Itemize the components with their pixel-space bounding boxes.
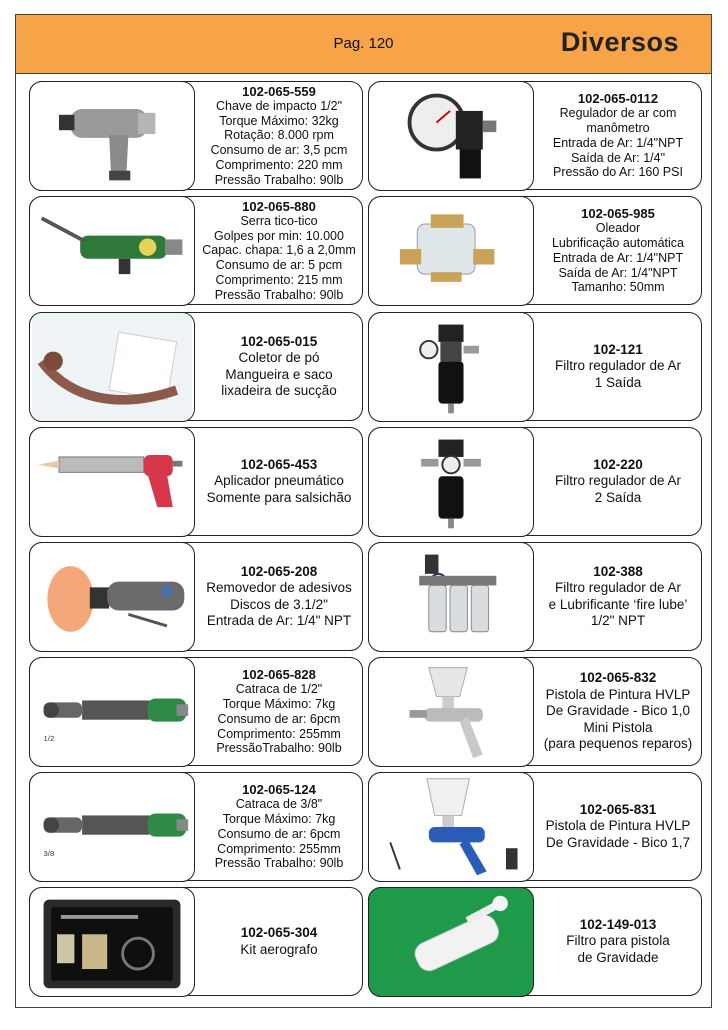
airbrush-kit-icon: [29, 887, 195, 997]
product-spec-line: De Gravidade - Bico 1,7: [545, 834, 691, 850]
product-spec-line: Aplicador pneumático: [214, 473, 344, 489]
product-description: [196, 428, 362, 535]
product-description: [535, 313, 701, 420]
product-spec-line: Filtro regulador de Ar: [554, 473, 682, 489]
product-spec-line: de Gravidade: [577, 949, 659, 965]
product-card: [29, 81, 363, 190]
product-spec-line: Catraca de 3/8": [235, 797, 323, 812]
product-spec-line: Pistola de Pintura HVLP: [545, 818, 691, 834]
product-card: [368, 427, 702, 536]
product-spec-line: Comprimento: 220 mm: [215, 157, 343, 172]
product-card: [29, 657, 363, 766]
product-description: [535, 543, 701, 650]
product-code: 102-065-124: [242, 781, 316, 797]
product-card: [368, 657, 702, 766]
product-code: 102-121: [593, 341, 643, 357]
product-description: [196, 197, 362, 304]
product-spec-line: Pressão Trabalho: 90lb: [214, 856, 344, 871]
product-spec-line: Regulador de ar com: [559, 106, 677, 121]
gun-filter-icon: [368, 887, 534, 997]
product-card: [368, 196, 702, 305]
product-spec-line: Entrada de Ar: 1/4" NPT: [206, 612, 352, 628]
product-spec-line: Rotação: 8.000 rpm: [224, 128, 334, 143]
spray-gun-icon: [368, 772, 534, 882]
oiler-icon: [368, 196, 534, 306]
product-code: 102-065-831: [579, 801, 657, 817]
product-spec-line: Filtro regulador de Ar: [554, 580, 682, 596]
product-description: [196, 773, 362, 880]
product-spec-line: Oleador: [595, 221, 641, 236]
section-title: Diversos: [560, 27, 679, 57]
product-spec-line: Torque Máximo: 7kg: [222, 812, 336, 827]
product-card: [29, 196, 363, 305]
size-label: 1/2: [43, 733, 54, 743]
product-spec-line: Catraca de 1/2": [235, 682, 323, 697]
impact-wrench-icon: [29, 81, 195, 191]
product-spec-line: (para pequenos reparos): [543, 736, 693, 752]
product-card: [368, 542, 702, 651]
product-spec-line: Consumo de ar: 6pcm: [217, 826, 341, 841]
product-code: 102-149-013: [579, 916, 657, 932]
product-spec-line: Discos de 3.1/2": [230, 596, 328, 612]
product-code: 102-065-015: [240, 333, 318, 349]
product-spec-line: Filtro para pistola: [566, 933, 670, 949]
product-code: 102-065-304: [240, 925, 318, 941]
product-code: 102-065-832: [579, 670, 657, 686]
caulking-gun-icon: [29, 427, 195, 537]
product-card: [29, 772, 363, 881]
product-code: 102-065-208: [240, 563, 318, 579]
product-spec-line: Comprimento: 255mm: [217, 841, 341, 856]
product-card: [368, 772, 702, 881]
product-spec-line: Removedor de adesivos: [206, 580, 352, 596]
product-spec-line: 1/2" NPT: [590, 612, 646, 628]
ratchet-icon: [29, 657, 195, 767]
product-spec-line: lixadeira de sucção: [221, 382, 337, 398]
product-spec-line: Consumo de ar: 5 pcm: [215, 258, 343, 273]
product-spec-line: Comprimento: 215 mm: [215, 272, 343, 287]
product-code: 102-065-828: [242, 666, 316, 682]
product-code: 102-065-985: [581, 205, 655, 221]
product-code: 102-065-880: [242, 198, 316, 214]
mini-spray-gun-icon: [368, 657, 534, 767]
product-description: [535, 82, 701, 189]
product-spec-line: Saída de Ar: 1/4": [570, 150, 666, 165]
product-spec-line: Torque Máximo: 7kg: [222, 697, 336, 712]
adhesive-remover-icon: [29, 542, 195, 652]
product-card: [29, 887, 363, 996]
product-spec-line: 1 Saída: [594, 374, 642, 390]
product-spec-line: Serra tico-tico: [240, 213, 318, 228]
filter-regulator-icon: [368, 312, 534, 422]
product-spec-line: e Lubrificante ‘fire lube’: [548, 596, 688, 612]
product-spec-line: Torque Máximo: 32kg: [219, 113, 339, 128]
size-label: 3/8: [43, 848, 54, 858]
product-card: [368, 81, 702, 190]
product-description: [196, 543, 362, 650]
product-card: [29, 427, 363, 536]
dust-collector-icon: [29, 312, 195, 422]
air-saw-icon: [29, 196, 195, 306]
product-code: 102-065-559: [242, 83, 316, 99]
product-description: [196, 313, 362, 420]
product-spec-line: Entrada de Ar: 1/4"NPT: [552, 135, 684, 150]
page-header: [16, 15, 711, 74]
product-spec-line: De Gravidade - Bico 1,0: [545, 703, 691, 719]
product-spec-line: Pressão do Ar: 160 PSI: [553, 165, 683, 180]
product-spec-line: Comprimento: 255mm: [217, 726, 341, 741]
ratchet-icon: [29, 772, 195, 882]
product-description: [535, 658, 701, 765]
product-spec-line: manômetro: [586, 121, 650, 136]
product-description: [535, 773, 701, 880]
product-spec-line: Filtro regulador de Ar: [554, 358, 682, 374]
product-spec-line: Pressão Trabalho: 90lb: [214, 287, 344, 302]
product-code: 102-065-453: [240, 456, 318, 472]
product-card: [29, 542, 363, 651]
product-spec-line: 2 Saída: [594, 489, 642, 505]
product-description: [196, 82, 362, 189]
product-description: [535, 428, 701, 535]
page-number: Pag. 120: [333, 35, 394, 52]
product-description: [535, 197, 701, 304]
product-spec-line: Coletor de pó: [238, 350, 320, 366]
product-spec-line: Consumo de ar: 6pcm: [217, 711, 341, 726]
product-spec-line: Golpes por min: 10.000: [214, 228, 344, 243]
product-code: 102-220: [593, 456, 643, 472]
product-spec-line: PressãoTrabalho: 90lb: [216, 741, 342, 756]
product-spec-line: Mini Pistola: [583, 719, 653, 735]
product-spec-line: Capac. chapa: 1,6 a 2,0mm: [202, 243, 356, 258]
product-description: [196, 888, 362, 995]
product-spec-line: Pressão Trabalho: 90lb: [214, 172, 344, 187]
product-spec-line: Consumo de ar: 3,5 pcm: [210, 143, 348, 158]
product-spec-line: Kit aerografo: [240, 941, 318, 957]
product-spec-line: Lubrificação automática: [551, 236, 685, 251]
product-code: 102-388: [593, 563, 643, 579]
product-spec-line: Somente para salsichão: [206, 489, 352, 505]
product-card: [368, 312, 702, 421]
product-description: [196, 658, 362, 765]
product-spec-line: Pistola de Pintura HVLP: [545, 686, 691, 702]
air-regulator-gauge-icon: [368, 81, 534, 191]
product-spec-line: Mangueira e saco: [225, 366, 333, 382]
product-code: 102-065-0112: [577, 90, 659, 106]
product-spec-line: Chave de impacto 1/2": [215, 98, 343, 113]
product-description: [535, 888, 701, 995]
product-spec-line: Saída de Ar: 1/4"NPT: [558, 265, 678, 280]
filter-regulator-2-icon: [368, 427, 534, 537]
product-card: [29, 312, 363, 421]
product-spec-line: Tamanho: 50mm: [571, 280, 665, 295]
product-card: [368, 887, 702, 996]
frl-unit-icon: [368, 542, 534, 652]
product-spec-line: Entrada de Ar: 1/4"NPT: [552, 250, 684, 265]
